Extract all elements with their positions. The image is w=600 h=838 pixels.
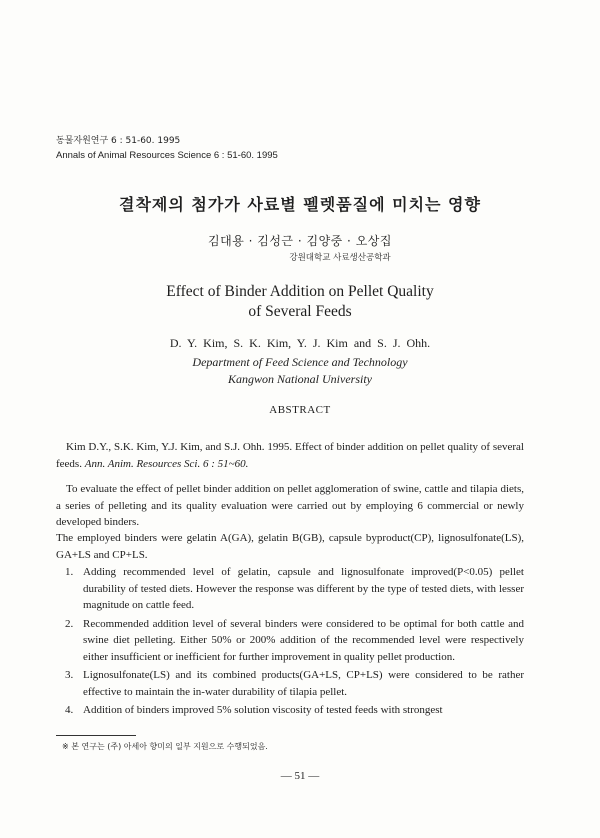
finding-item — [56, 702, 524, 719]
title-korean: 결착제의 첨가가 사료별 펠렛품질에 미치는 영향 — [119, 195, 481, 214]
footnote: ※ 본 연구는 (주) 아세아 향미의 일부 지원으로 수행되었음. — [62, 742, 268, 751]
finding-item — [56, 667, 524, 700]
finding-number: 4. — [65, 704, 74, 716]
abstract-heading: ABSTRACT — [269, 404, 331, 416]
finding-number: 3. — [65, 669, 74, 681]
affiliation-korean: 강원대학교 사료생산공학과 — [289, 253, 391, 263]
journal-header-english: Annals of Animal Resources Science 6 : 51-60. 1995 — [56, 150, 278, 161]
finding-text: Addition of binders improved 5% solution viscosity of tested feeds with strongest — [83, 704, 443, 716]
finding-text: Adding recommended level of gelatin, capsule and lignosulfonate improved(P<0.05) pellet durability of tested diets. However the response was different by the type of tested diets, with lesser magnitude on cattle feed. — [83, 566, 524, 611]
citation-volume: 6 : 51~60. — [200, 457, 249, 470]
title-english-line1: Effect of Binder Addition on Pellet Quality — [166, 283, 434, 300]
footnote-divider — [56, 735, 136, 736]
university: Kangwon National University — [228, 372, 372, 386]
finding-number: 1. — [65, 566, 74, 578]
finding-text: Recommended addition level of several binders were considered to be optimal for both cattle and swine diet pelleting. Either 50% or 200% addition of the recommended level were respectively either insufficient or inefficient for further improvement in quality pellet production. — [83, 617, 524, 663]
abstract-intro-paragraph: To evaluate the effect of pellet binder addition on pellet agglomeration of swine, cattle and tilapia diets, a series of pelleting and its quality evaluation were carried out by employing 6 commercial or newly developed binders. — [56, 483, 524, 528]
title-english-line2: of Several Feeds — [248, 303, 352, 320]
department: Department of Feed Science and Technology — [192, 355, 408, 369]
finding-item — [56, 616, 524, 666]
finding-number: 2. — [65, 617, 74, 630]
citation — [56, 439, 524, 472]
journal-header-korean: 동물자원연구 6 : 51-60. 1995 — [56, 136, 181, 146]
citation-journal: Ann. Anim. Resources Sci. — [84, 457, 201, 470]
page-number: — 51 — — [280, 770, 320, 782]
authors-korean: 김대용 · 김성근 · 김양중 · 오상집 — [208, 234, 392, 248]
findings-list — [56, 564, 524, 721]
finding-text: Lignosulfonate(LS) and its combined products(GA+LS, CP+LS) were considered to be rather effective to maintain the in-water durability of tilapia pellet. — [83, 669, 524, 698]
finding-item — [56, 564, 524, 614]
citation-prefix: Kim D.Y., S.K. Kim, Y.J. Kim, and S.J. Ohh. 1995. Effect of binder addition on pellet quality of several feeds. — [56, 441, 524, 470]
title-english — [0, 282, 600, 322]
authors-english: D. Y. Kim, S. K. Kim, Y. J. Kim and S. J. Ohh. — [169, 336, 431, 350]
binders-paragraph: The employed binders were gelatin A(GA), gelatin B(GB), capsule byproduct(CP), lignosulfonate(LS), GA+LS and CP+LS. — [56, 532, 524, 561]
